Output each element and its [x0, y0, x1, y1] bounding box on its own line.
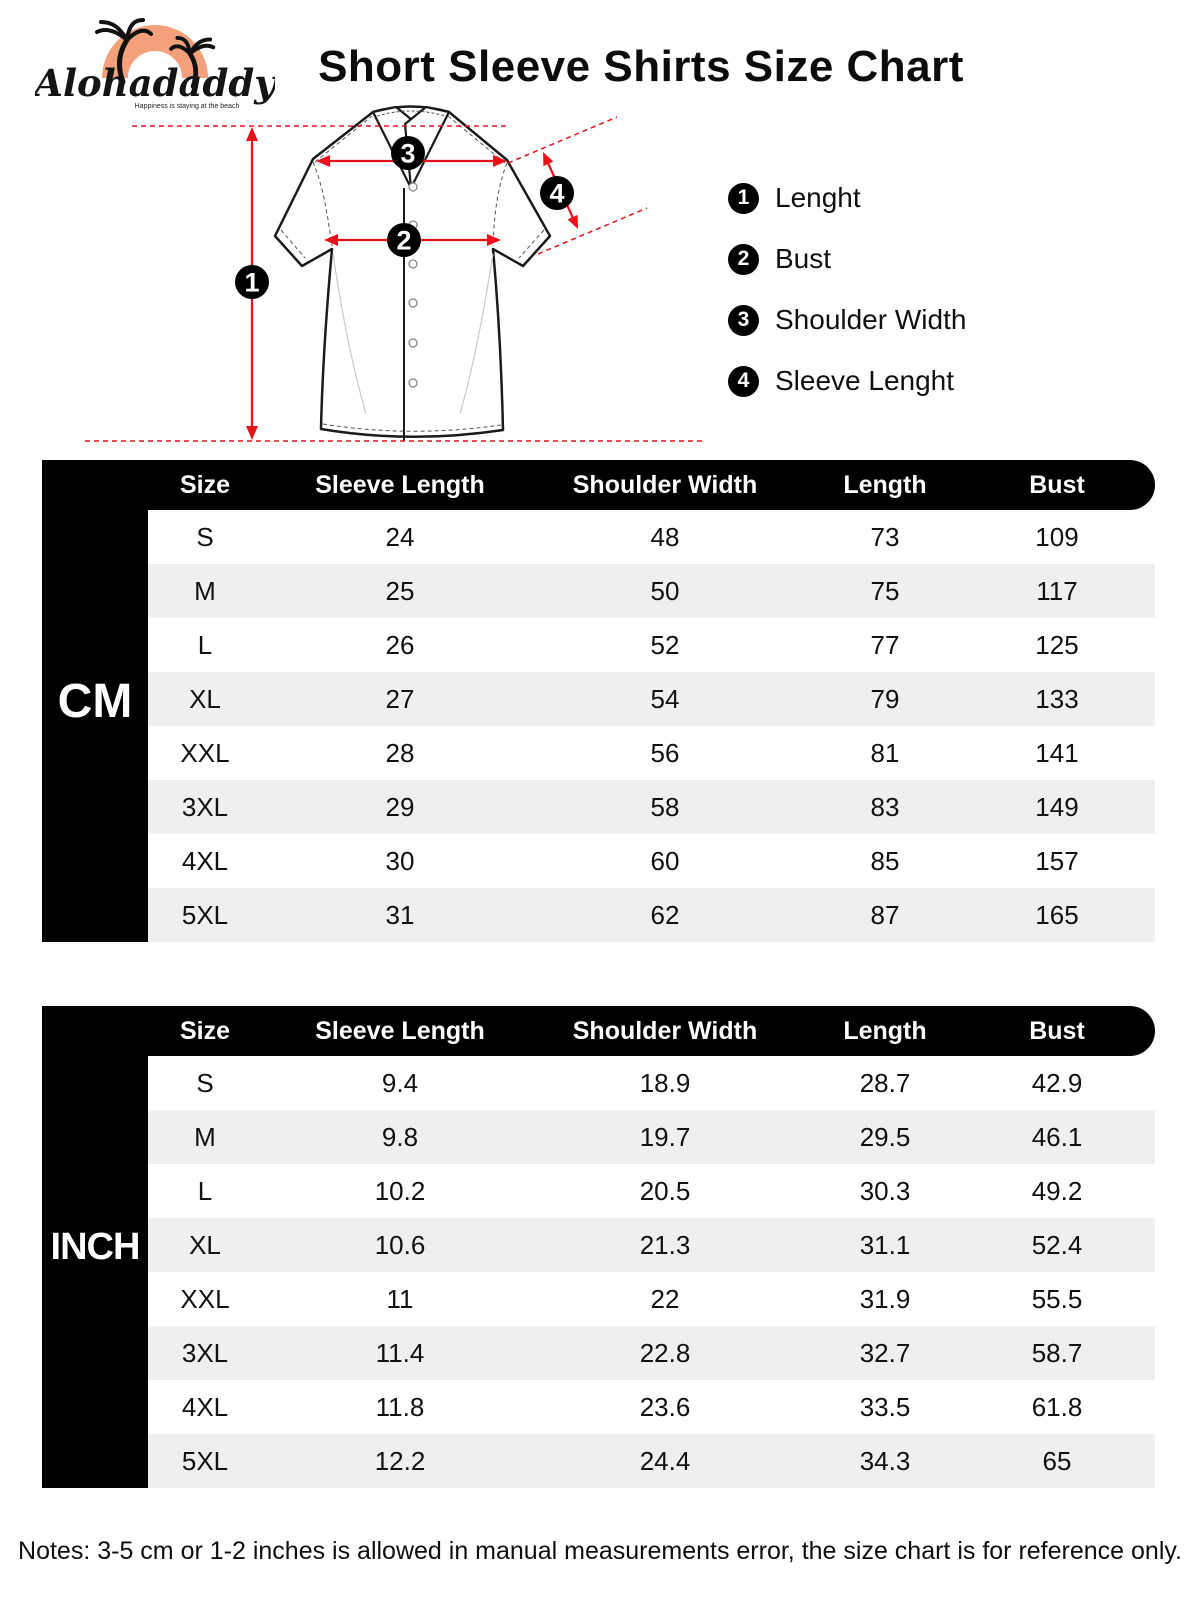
value-cell: 24.4 [639, 1445, 691, 1476]
value-cell: 11.8 [375, 1391, 425, 1422]
value-cell: 28.7 [859, 1067, 911, 1098]
size-cell: 3XL [181, 791, 229, 822]
notes-text: Notes: 3-5 cm or 1-2 inches is allowed in manual measurements error, the size chart is for reference only. [18, 1537, 1182, 1565]
value-cell: 22.8 [639, 1337, 691, 1368]
value-cell: 32.7 [859, 1337, 911, 1368]
value-cell: 60 [650, 845, 680, 876]
table-row [148, 1272, 1155, 1326]
table-row [148, 834, 1155, 888]
value-cell: 109 [1035, 521, 1079, 552]
legend-marker-4: 4 [728, 366, 759, 397]
value-cell: 81 [870, 737, 900, 768]
value-cell: 125 [1035, 629, 1079, 660]
value-cell: 54 [650, 683, 680, 714]
legend-item-shoulder-width [728, 304, 966, 336]
size-cell: 3XL [181, 1337, 229, 1368]
value-cell: 30.3 [859, 1175, 911, 1206]
table-row [148, 672, 1155, 726]
table-row [148, 1164, 1155, 1218]
value-cell: 133 [1035, 683, 1079, 714]
size-cell: S [196, 1067, 214, 1098]
header-sleeve-length: Sleeve Length [315, 470, 485, 499]
legend-label: Sleeve Lenght [775, 365, 955, 396]
value-cell: 165 [1035, 899, 1079, 930]
header-sleeve-length: Sleeve Length [315, 1016, 485, 1045]
table-row [148, 618, 1155, 672]
legend-item-length [728, 182, 966, 214]
value-cell: 21.3 [639, 1229, 691, 1260]
unit-label-inch: INCH [42, 1006, 148, 1488]
value-cell: 52 [650, 629, 680, 660]
value-cell: 31.1 [859, 1229, 911, 1260]
value-cell: 58.7 [1031, 1337, 1083, 1368]
value-cell: 31 [385, 899, 415, 930]
value-cell: 12.2 [374, 1445, 426, 1476]
size-cell: 5XL [181, 899, 229, 930]
legend-marker-3: 3 [728, 305, 759, 336]
value-cell: 149 [1035, 791, 1079, 822]
header-bust: Bust [1029, 1016, 1085, 1045]
table-body [148, 510, 1155, 942]
size-cell: 4XL [181, 845, 229, 876]
value-cell: 61.8 [1031, 1391, 1083, 1422]
value-cell: 10.2 [374, 1175, 426, 1206]
header-size: Size [179, 470, 231, 499]
legend-label: Shoulder Width [775, 304, 967, 335]
size-cell: S [196, 521, 214, 552]
value-cell: 73 [870, 521, 900, 552]
value-cell: 62 [650, 899, 680, 930]
diagram-marker-2: 2 [396, 225, 412, 256]
legend-label: Bust [775, 243, 832, 274]
legend-item-sleeve-length [728, 365, 966, 397]
table-row [148, 1434, 1155, 1488]
shirt-measurement-diagram [70, 96, 720, 463]
value-cell: 49.2 [1031, 1175, 1083, 1206]
legend-item-bust [728, 243, 966, 275]
header-size: Size [179, 1016, 231, 1045]
value-cell: 9.4 [381, 1067, 419, 1098]
brand-name: Alohadaddy [35, 61, 275, 105]
value-cell: 58 [650, 791, 680, 822]
value-cell: 27 [385, 683, 415, 714]
value-cell: 26 [385, 629, 415, 660]
size-cell: M [194, 1121, 216, 1152]
table-row [148, 510, 1155, 564]
header-length: Length [843, 470, 927, 499]
value-cell: 29.5 [859, 1121, 911, 1152]
size-table-inch [42, 1006, 1155, 1488]
value-cell: 75 [870, 575, 900, 606]
header-shoulder-width: Shoulder Width [572, 470, 758, 499]
page-title: Short Sleeve Shirts Size Chart [318, 42, 964, 91]
header-bust: Bust [1029, 470, 1085, 499]
value-cell: 10.6 [374, 1229, 426, 1260]
value-cell: 87 [870, 899, 900, 930]
size-cell: M [194, 575, 216, 606]
value-cell: 22 [650, 1283, 680, 1314]
value-cell: 85 [870, 845, 900, 876]
table-row [148, 888, 1155, 942]
table-row [148, 564, 1155, 618]
value-cell: 11.4 [375, 1337, 425, 1368]
value-cell: 28 [385, 737, 415, 768]
value-cell: 18.9 [639, 1067, 691, 1098]
value-cell: 24 [385, 521, 415, 552]
table-body [148, 1056, 1155, 1488]
value-cell: 30 [385, 845, 415, 876]
value-cell: 48 [650, 521, 680, 552]
size-cell: 4XL [181, 1391, 229, 1422]
value-cell: 9.8 [381, 1121, 419, 1152]
value-cell: 79 [870, 683, 900, 714]
table-header-row [42, 460, 1155, 510]
value-cell: 25 [385, 575, 415, 606]
table-row [148, 1218, 1155, 1272]
diagram-marker-1: 1 [244, 267, 260, 298]
value-cell: 11 [386, 1283, 414, 1314]
header-shoulder-width: Shoulder Width [572, 1016, 758, 1045]
value-cell: 29 [385, 791, 415, 822]
size-cell: XL [189, 683, 221, 714]
value-cell: 20.5 [639, 1175, 691, 1206]
measurement-legend [728, 182, 966, 426]
table-header-row [42, 1006, 1155, 1056]
size-cell: XXL [180, 1283, 230, 1314]
table-row [148, 1380, 1155, 1434]
value-cell: 50 [650, 575, 680, 606]
table-row [148, 1056, 1155, 1110]
legend-marker-2: 2 [728, 244, 759, 275]
size-cell: L [197, 1175, 213, 1206]
size-cell: 5XL [181, 1445, 229, 1476]
value-cell: 46.1 [1031, 1121, 1083, 1152]
table-row [148, 726, 1155, 780]
diagram-marker-4: 4 [549, 178, 565, 209]
value-cell: 31.9 [859, 1283, 911, 1314]
value-cell: 42.9 [1031, 1067, 1083, 1098]
table-row [148, 780, 1155, 834]
value-cell: 19.7 [639, 1121, 691, 1152]
value-cell: 83 [870, 791, 900, 822]
brand-tagline: Happiness is staying at the beach [134, 103, 240, 110]
value-cell: 141 [1035, 737, 1079, 768]
value-cell: 65 [1042, 1445, 1072, 1476]
legend-marker-1: 1 [728, 183, 759, 214]
value-cell: 157 [1035, 845, 1079, 876]
size-cell: XL [189, 1229, 221, 1260]
value-cell: 34.3 [859, 1445, 911, 1476]
unit-label-cm: CM [42, 460, 148, 942]
size-cell: XXL [180, 737, 230, 768]
value-cell: 56 [650, 737, 680, 768]
header-length: Length [843, 1016, 927, 1045]
value-cell: 77 [870, 629, 900, 660]
value-cell: 117 [1036, 575, 1078, 606]
diagram-marker-3: 3 [400, 138, 416, 169]
size-table-cm [42, 460, 1155, 942]
legend-label: Lenght [775, 182, 861, 213]
size-cell: L [197, 629, 213, 660]
value-cell: 55.5 [1031, 1283, 1083, 1314]
value-cell: 23.6 [639, 1391, 691, 1422]
table-row [148, 1326, 1155, 1380]
value-cell: 33.5 [859, 1391, 911, 1422]
value-cell: 52.4 [1031, 1229, 1083, 1260]
table-row [148, 1110, 1155, 1164]
